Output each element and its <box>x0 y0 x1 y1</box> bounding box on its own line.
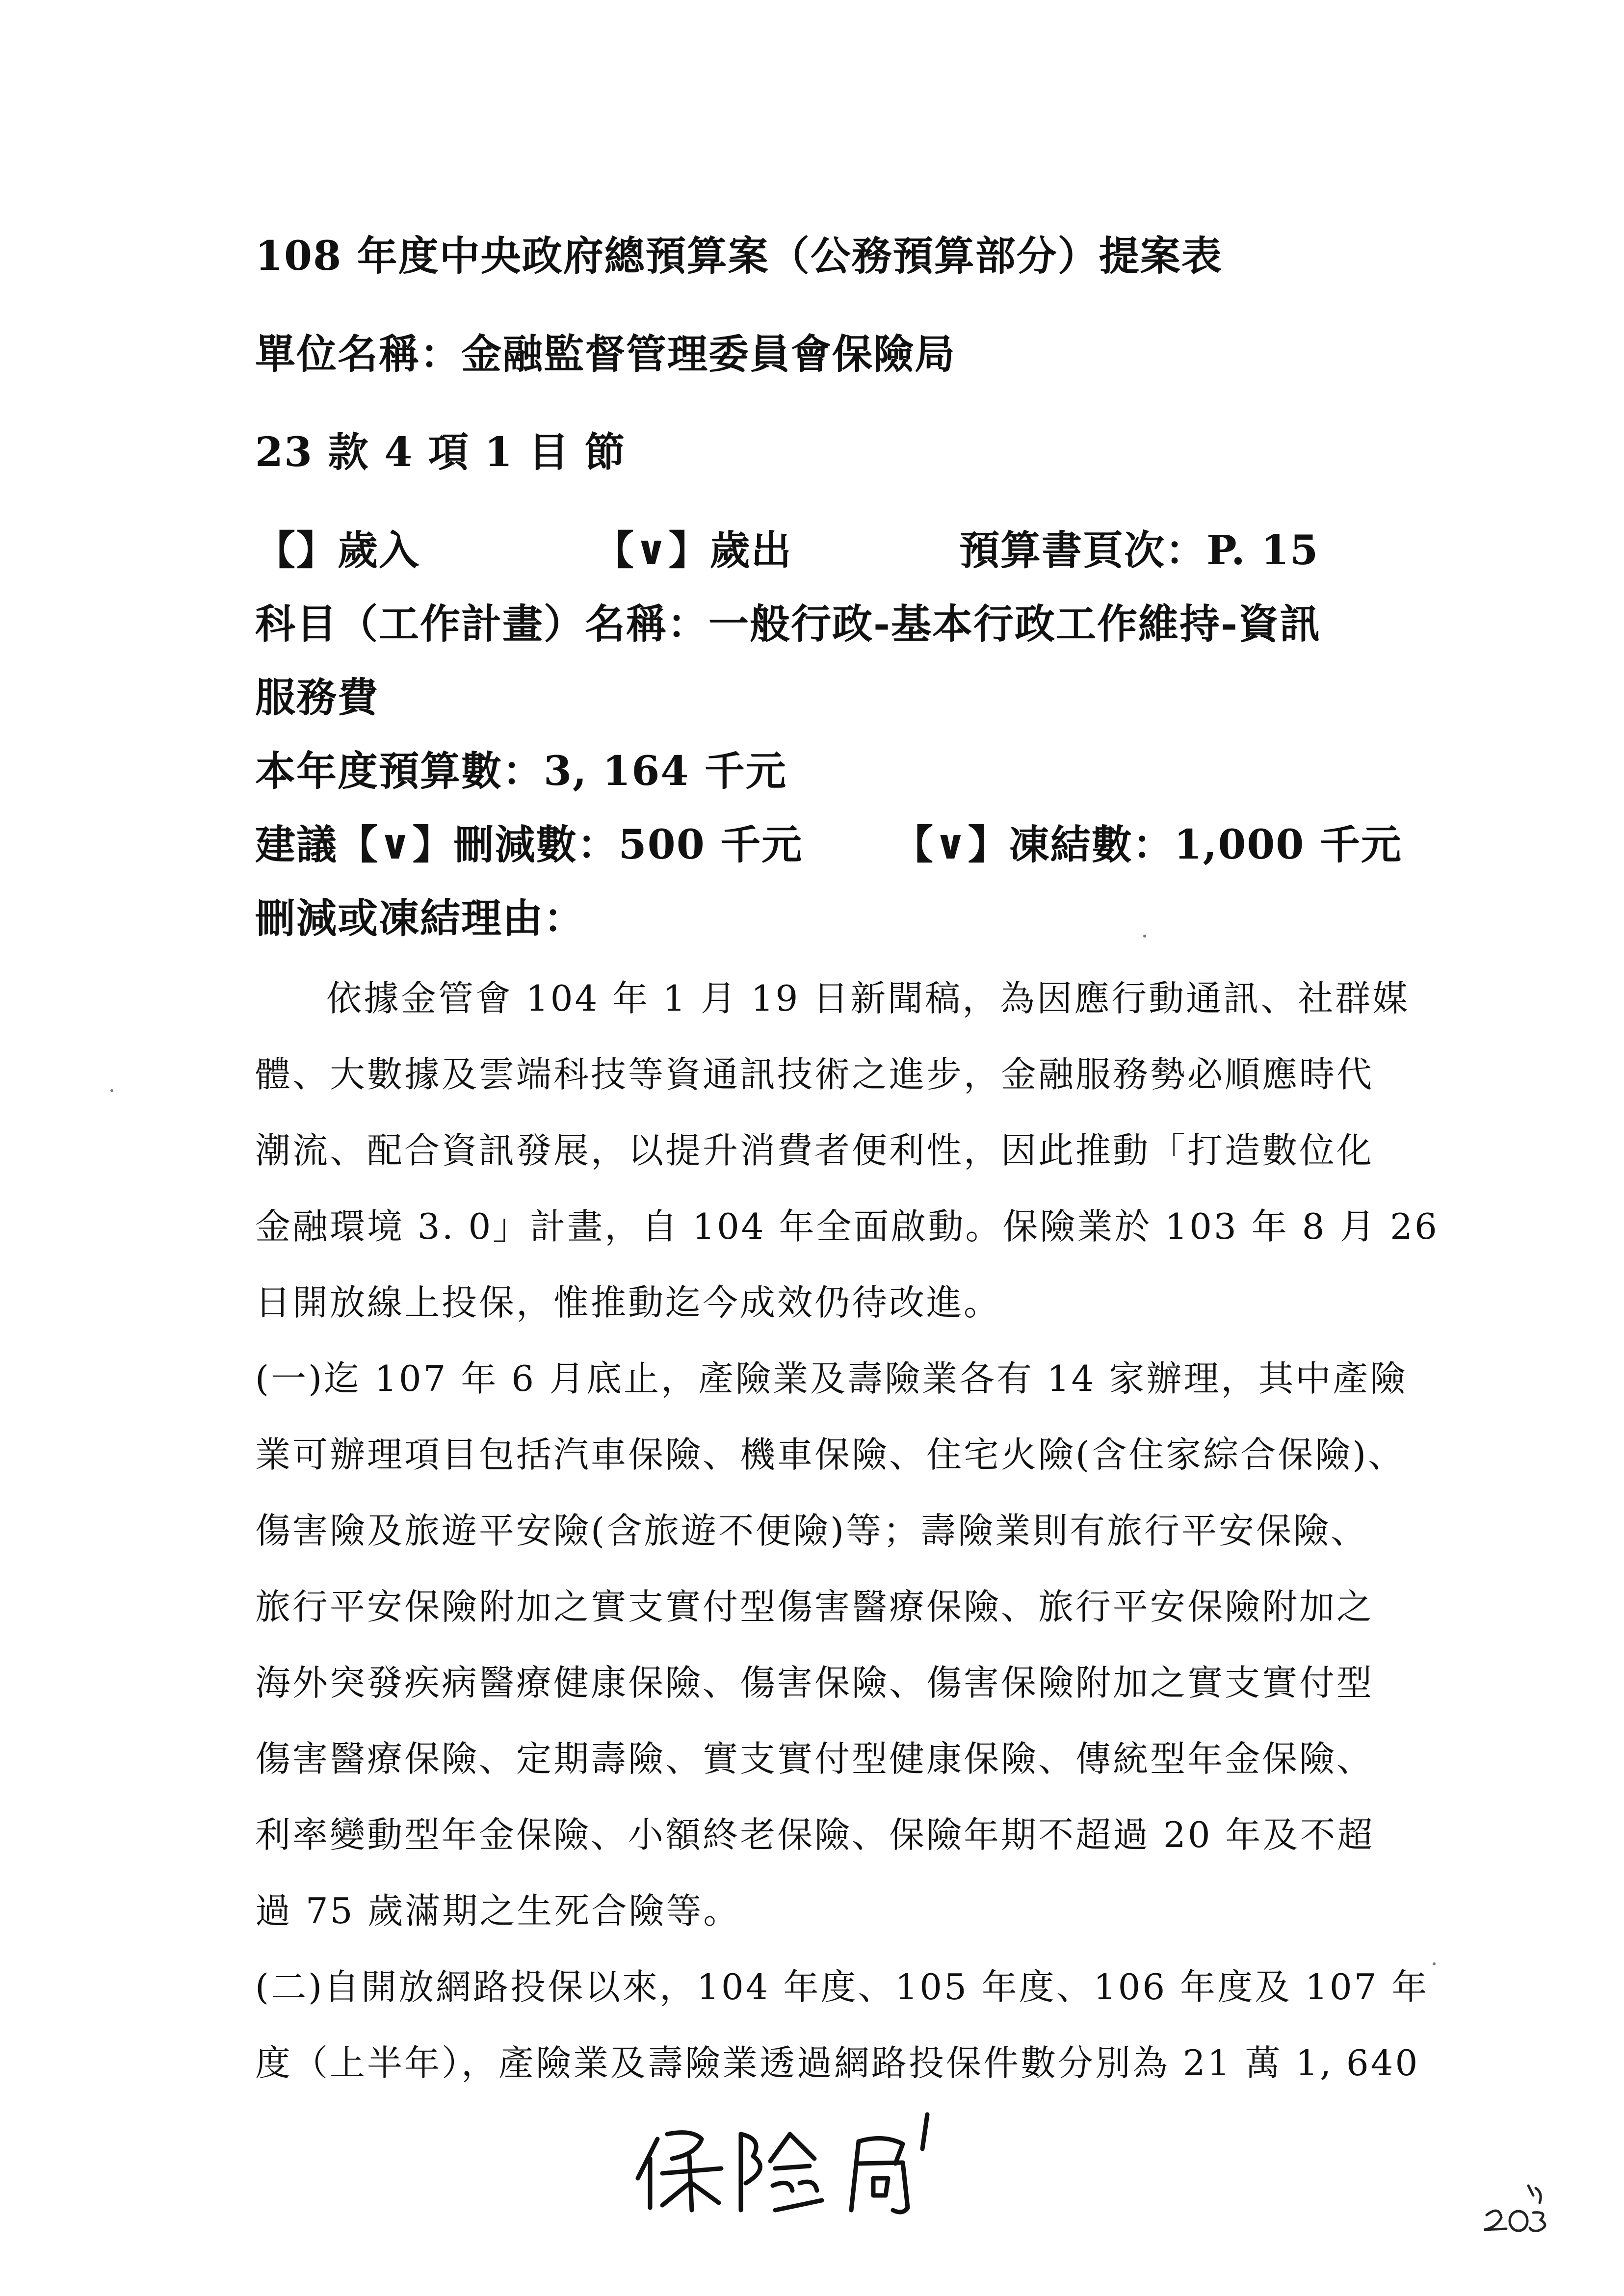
scan-speck <box>1433 1962 1436 1965</box>
body-line: 業可辦理項目包括汽車保險、機車保險、住宅火險(含住家綜合保險)、 <box>255 1434 1406 1475</box>
budget-section: 23 款 4 項 1 目 節 <box>255 429 626 476</box>
body-line: 過 75 歲滿期之生死合險等。 <box>255 1890 741 1931</box>
body-line: 海外突發疾病醫療健康保險、傷害保險、傷害保險附加之實支實付型 <box>255 1662 1374 1703</box>
body-line: 潮流、配合資訊發展，以提升消費者便利性，因此推動「打造數位化 <box>255 1130 1374 1171</box>
body-line: 旅行平安保險附加之實支實付型傷害醫療保險、旅行平安保險附加之 <box>255 1586 1374 1627</box>
handwritten-signature <box>628 2105 971 2218</box>
body-line: (二)自開放網路投保以來，104 年度、105 年度、106 年度及 107 年 <box>255 1966 1429 2008</box>
body-line: 利率變動型年金保險、小額終老保險、保險年期不超過 20 年及不超 <box>255 1814 1375 1855</box>
budget-amount: 本年度預算數：3, 164 千元 <box>255 748 787 795</box>
body-line: 依據金管會 104 年 1 月 19 日新聞稿，為因應行動通訊、社群媒 <box>326 978 1410 1019</box>
reason-heading: 刪減或凍結理由： <box>255 895 585 942</box>
body-line: (一)迄 107 年 6 月底止，產險業及壽險業各有 14 家辦理，其中產險 <box>255 1358 1408 1399</box>
body-line: 日開放線上投保，惟推動迄今成效仍待改進。 <box>255 1282 1001 1323</box>
scan-speck <box>110 1089 113 1092</box>
body-line: 傷害醫療保險、定期壽險、實支實付型健康保險、傳統型年金保險、 <box>255 1738 1374 1779</box>
subject-name-line2: 服務費 <box>255 674 379 721</box>
body-line: 度（上半年），產險業及壽險業透過網路投保件數分別為 21 萬 1, 640 <box>255 2042 1420 2084</box>
budget-page-ref: 預算書頁次：P. 15 <box>959 527 1319 574</box>
suggested-freeze: 【∨】凍結數：1,000 千元 <box>893 821 1402 868</box>
revenue-checkbox: 【】歲入 <box>255 527 420 574</box>
body-line: 金融環境 3. 0」計畫，自 104 年全面啟動。保險業於 103 年 8 月 26 <box>255 1206 1439 1247</box>
page-number <box>1477 2181 1555 2240</box>
body-line: 傷害險及旅遊平安險(含旅遊不便險)等；壽險業則有旅行平安保險、 <box>255 1510 1368 1551</box>
subject-name-line1: 科目（工作計畫）名稱：一般行政-基本行政工作維持-資訊 <box>255 600 1321 648</box>
expenditure-checkbox: 【∨】歲出 <box>594 527 792 574</box>
document-title: 108 年度中央政府總預算案（公務預算部分）提案表 <box>255 233 1223 280</box>
scan-speck <box>1143 935 1146 938</box>
suggested-cut: 建議【∨】刪減數：500 千元 <box>255 821 803 868</box>
unit-name: 單位名稱：金融監督管理委員會保險局 <box>255 331 956 378</box>
page-number-drawing <box>1477 2181 1555 2240</box>
body-line: 體、大數據及雲端科技等資通訊技術之進步，金融服務勢必順應時代 <box>255 1054 1374 1095</box>
